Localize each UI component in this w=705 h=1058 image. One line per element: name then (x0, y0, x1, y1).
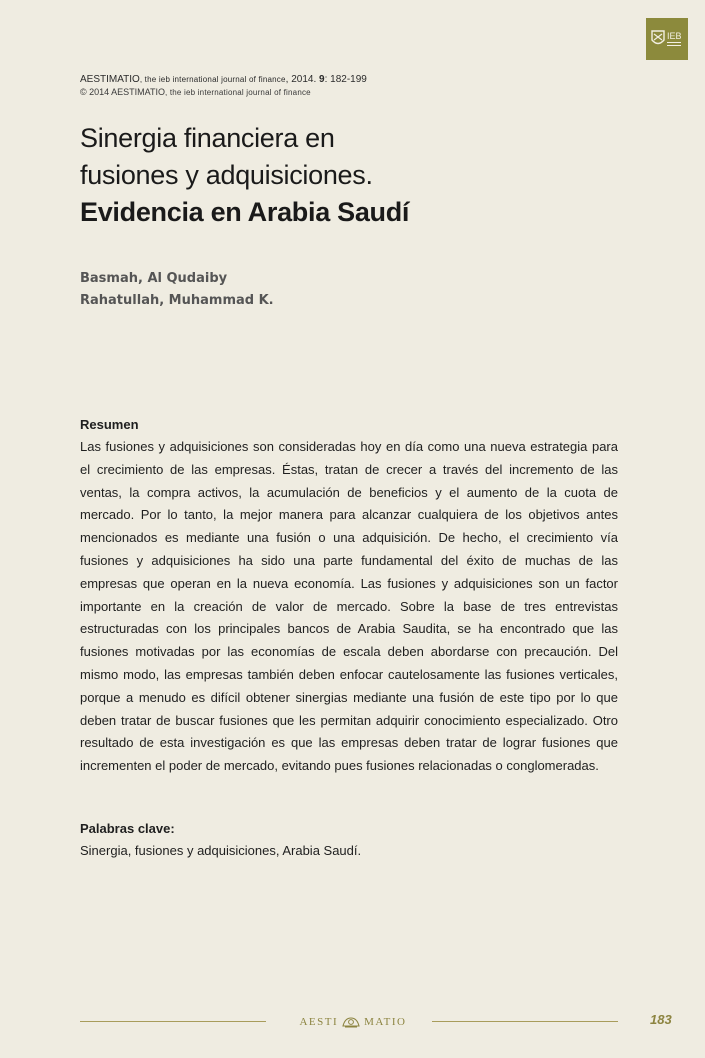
footer-mark-right: MATIO (364, 1016, 407, 1028)
abstract-heading: Resumen (80, 417, 139, 432)
title-line-3: Evidencia en Arabia Saudí (80, 197, 410, 227)
ieb-logo (646, 18, 688, 60)
author-2: Rahatullah, Muhammad K. (80, 293, 274, 308)
footer-mark-left: AESTI (299, 1016, 339, 1028)
footer-rule-right (432, 1021, 618, 1022)
copyright-text: © 2014 AESTIMATIO (80, 87, 165, 97)
journal-header (80, 74, 640, 99)
title-line-1: Sinergia financiera en (80, 123, 335, 153)
keywords-section (80, 818, 640, 862)
article-title (80, 120, 640, 231)
journal-pages: : 182-199 (324, 74, 367, 85)
author-list (80, 268, 640, 312)
ieb-shield-icon (650, 28, 684, 50)
journal-name: AESTIMATIO (80, 74, 140, 85)
abstract-section (80, 414, 618, 778)
copyright-subtitle: , the ieb international journal of finance (165, 88, 311, 97)
citation-year: , 2014. (285, 74, 320, 85)
keywords-heading: Palabras clave: (80, 821, 175, 836)
keywords-text: Sinergia, fusiones y adquisiciones, Arabia Saudí. (80, 843, 362, 858)
abstract-body: Las fusiones y adquisiciones son consideradas hoy en día como una nueva estrategia para el crecimiento de las empresas. Éstas, tratan de crecer a través del incremento de las ventas, la compra activos, la acumulación de beneficios y el aumento de la cuota de mercado. Por lo tanto, la mejor manera para alcanzar cualquiera de los objetivos antes mencionados es mediante una fusión o una adquisición. De hecho, el crecimiento vía fusiones y adquisiciones ha sido una parte fundamental del éxito de muchas de las empresas que operan en la nueva economía. Las fusiones y adquisiciones son un factor importante en la creación de valor de mercado. Sobre la base de tres entrevistas estructuradas con los principales bancos de Arabia Saudita, se ha encontrado que las fusiones motivadas por las economías de escala deben abordarse con precaución. Del mismo modo, las empresas también deben enfocar cautelosamente las fusiones verticales, porque a menudo es difícil obtener sinergias mediante una fusión de este tipo por lo que deben tratar de buscar fusiones que les permitan adquirir conocimiento especializado. Otro resultado de esta investigación es que las empresas deben tratar de lograr fusiones que incrementen el poder de mercado, evitando pues fusiones relacionadas o conglomeradas. (80, 439, 618, 774)
footer-journal-mark (290, 1012, 416, 1032)
author-1: Basmah, Al Qudaiby (80, 271, 228, 286)
footer-rule-left (80, 1021, 266, 1022)
page-number: 183 (650, 1012, 672, 1027)
journal-citation (80, 74, 640, 86)
journal-copyright (80, 86, 640, 99)
lion-emblem-icon (341, 1015, 361, 1029)
logo-text: IEB (667, 31, 682, 41)
journal-subtitle: , the ieb international journal of finance (139, 75, 286, 84)
journal-volume: 9 (319, 74, 325, 85)
title-line-2: fusiones y adquisiciones. (80, 160, 373, 190)
